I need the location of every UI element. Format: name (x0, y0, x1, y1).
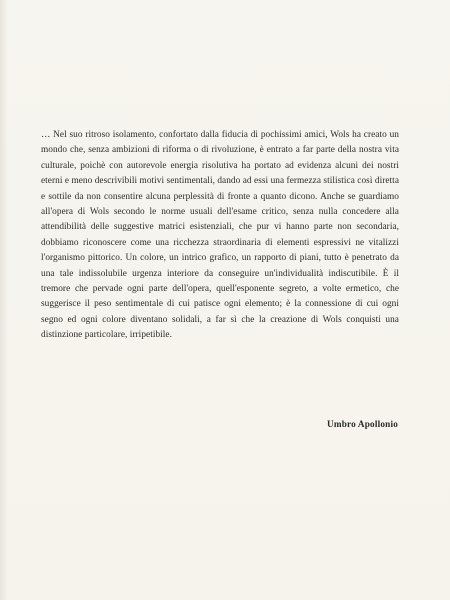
page-edge-shadow (0, 0, 8, 600)
essay-paragraph: … Nel suo ritroso isolamento, confortato dalla fiducia di pochissimi amici, Wols ha creato un mondo che, senza ambizioni di riforma o di rivoluzione, è entrato a far parte della nostra vita culturale, poichè con autorevole energia risolutiva ha portato ad evidenza alcuni dei nostri eterni e meno descrivibili motivi sentimentali, dando ad essi una fermezza stilistica così diretta e sottile da non consentire alcuna perplessità di fronte a quanto dicono. Anche se guardiamo all'opera di Wols secondo le norme usuali dell'esame critico, senza nulla concedere alla attendibilità delle suggestive matrici esistenziali, che pur vi hanno parte non secondaria, dobbiamo riconoscere come una ricchezza straordinaria di elementi espressivi ne vitalizzi l'organismo pittorico. Un colore, un intrico grafico, un rapporto di piani, tutto è penetrato da una tale indissolubile urgenza interiore da conseguire un'individualità indiscutibile. È il tremore che pervade ogni parte dell'opera, quell'esponente segreto, a volte ermetico, che suggerisce il peso sentimentale di cui patisce ogni elemento; è la connessione di cui ogni segno ed ogni colore diventano solidali, a far sì che la creazione di Wols conquisti una distinzione particolare, irripetibile. (41, 130, 399, 341)
author-signature: Umbro Apollonio (327, 419, 398, 429)
body-text (41, 128, 399, 344)
